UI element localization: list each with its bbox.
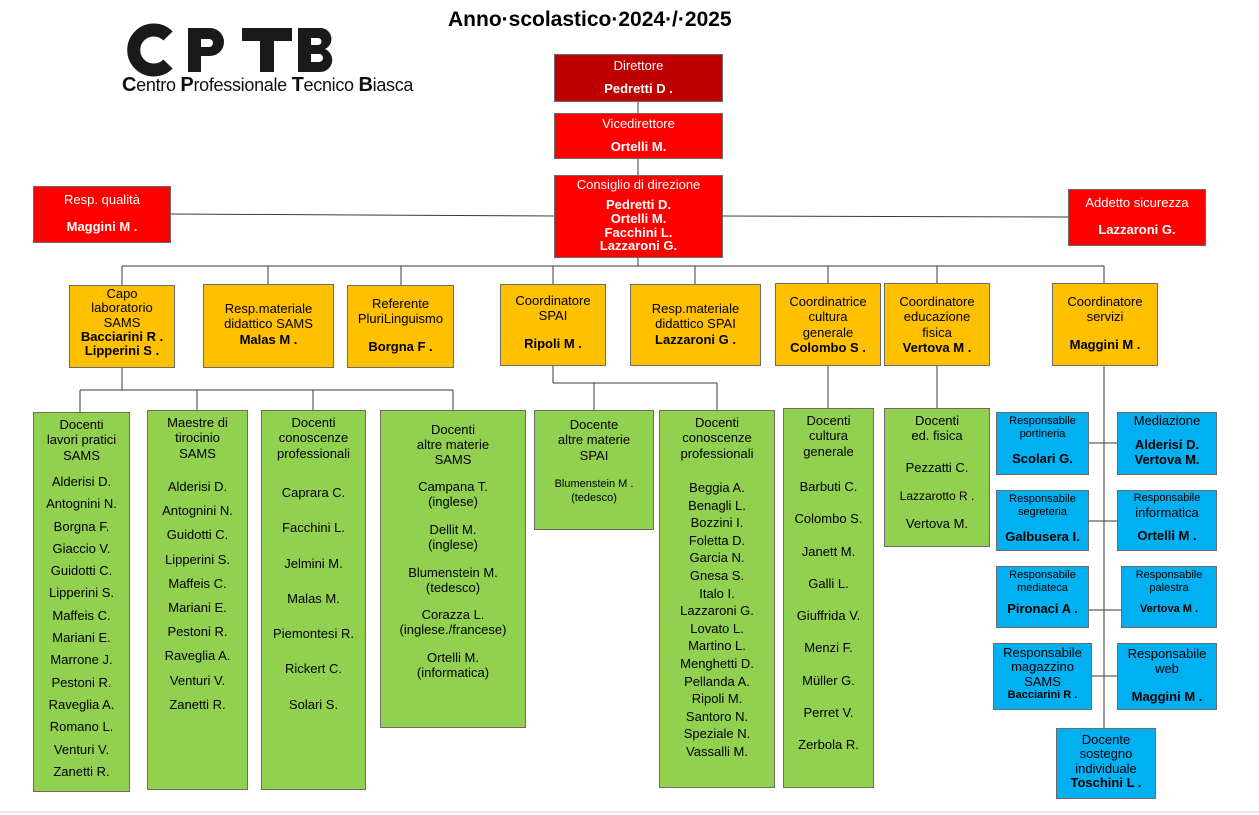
box-vicedirettore: Vicedirettore Ortelli M. — [554, 113, 723, 159]
box-docente-altre-materie-spai: Docente altre materie SPAI Blumenstein M . (tedesco) — [534, 410, 654, 530]
box-docenti-educazione-fisica: Docenti ed. fisica Pezzatti C. Lazzarotto R . Vertova M. — [884, 408, 990, 547]
box-resp-qualita: Resp. qualità Maggini M . — [33, 186, 171, 243]
box-addetto-sicurezza: Addetto sicurezza Lazzaroni G. — [1068, 189, 1206, 246]
box-coordinatrice-cultura-generale: Coordinatrice cultura generale Colombo S . — [775, 283, 881, 366]
box-docenti-lavori-pratici-sams: Docenti lavori pratici SAMS Alderisi D. Antognini N. Borgna F. Giaccio V. Guidotti C. Lipperini S. Maffeis C. Mariani E. Marrone J. Pestoni R. Raveglia A. Romano L. Venturi V. Zanetti R. — [33, 412, 130, 792]
box-consiglio-direzione: Consiglio di direzione Pedretti D. Ortelli M. Facchini L. Lazzaroni G. — [554, 175, 723, 258]
box-docente-sostegno: Docente sostegno individuale Toschini L . — [1056, 728, 1156, 799]
box-resp-segreteria: Responsabile segreteria Galbusera I. — [996, 490, 1089, 551]
box-coordinatore-educazione-fisica: Coordinatore educazione fisica Vertova M . — [884, 283, 990, 366]
box-docenti-cultura-generale: Docenti cultura generale Barbuti C. Colombo S. Janett M. Galli L. Giuffrida V. Menzi F. Müller G. Perret V. Zerbola R. — [783, 408, 874, 788]
box-docenti-conoscenze-spai: Docenti conoscenze professionali Beggia A. Benagli L. Bozzini I. Foletta D. Garcia N. Gnesa S. Italo I. Lazzaroni G. Lovato L. Martino L. Menghetti D. Pellanda A. Ripoli M. Santoro N. Speziale N. Vassalli M. — [659, 410, 775, 788]
box-resp-materiale-sams: Resp.materiale didattico SAMS Malas M . — [203, 284, 334, 368]
box-resp-materiale-spai: Resp.materiale didattico SPAI Lazzaroni G . — [630, 284, 761, 366]
box-docenti-altre-materie-sams: Docenti altre materie SAMS Campana T. (inglese) Dellit M. (inglese) Blumenstein M. (tedesco) Corazza L. (inglese./francese) Ortelli M. (informatica) — [380, 410, 526, 728]
box-referente-plurilinguismo: Referente PluriLinguismo Borgna F . — [347, 285, 454, 368]
box-direttore: Direttore Pedretti D . — [554, 54, 723, 102]
box-coordinatore-spai: Coordinatore SPAI Ripoli M . — [500, 284, 606, 366]
box-resp-portineria: Responsabile portineria Scolari G. — [996, 412, 1089, 475]
box-resp-palestra: Responsabile palestra Vertova M . — [1121, 566, 1217, 628]
box-mediazione: Mediazione Alderisi D. Vertova M. — [1117, 412, 1217, 475]
box-coordinatore-servizi: Coordinatore servizi Maggini M . — [1052, 283, 1158, 366]
box-capo-laboratorio: Capo laboratorio SAMS Bacciarini R . Lipperini S . — [69, 285, 175, 368]
box-resp-web: Responsabile web Maggini M . — [1117, 643, 1217, 710]
page-title: Anno·scolastico·2024·/·2025 — [448, 8, 732, 31]
logo-subtitle: Centro Professionale Tecnico Biasca — [122, 74, 414, 96]
box-resp-magazzino-sams: Responsabile magazzino SAMS Bacciarini R . — [993, 643, 1092, 710]
box-resp-informatica: Responsabile informatica Ortelli M . — [1117, 490, 1217, 551]
box-docenti-conoscenze-sams: Docenti conoscenze professionali Caprara C. Facchini L. Jelmini M. Malas M. Piemontesi R. Rickert C. Solari S. — [261, 410, 366, 790]
box-maestre-tirocinio-sams: Maestre di tirocinio SAMS Alderisi D. Antognini N. Guidotti C. Lipperini S. Maffeis C. Mariani E. Pestoni R. Raveglia A. Venturi V. Zanetti R. — [147, 410, 248, 790]
box-resp-mediateca: Responsabile mediateca Pironaci A . — [996, 566, 1089, 628]
